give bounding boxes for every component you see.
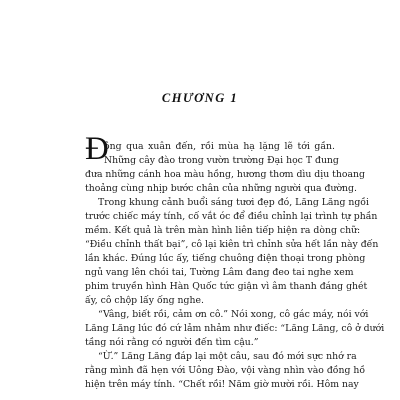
chapter-title: CHƯƠNG 1 (161, 91, 239, 105)
text-line: tầng nói rằng có người đến tìm cậu.” (85, 337, 259, 348)
text-line: thoảng cùng nhịp bước chân của những người qua đường. (85, 183, 357, 194)
text-line: Trong khung cảnh buổi sáng tươi đẹp đó, Lăng Lăng ngồi (98, 197, 369, 208)
text-line: ấy, cô chộp lấy ống nghe. (85, 295, 204, 306)
text-line: ông qua xuân đến, rồi mùa hạ lặng lẽ tới gần. (104, 141, 335, 152)
text-line: Lăng Lăng lúc đó cứ lảm nhảm như điếc: “Lăng Lăng, cô ở dưới (85, 323, 385, 334)
text-line: ngủ vang lên chói tai, Tường Lâm đang đeo tai nghe xem (85, 267, 354, 278)
text-line: “Ừ.” Lăng Lăng đáp lại một câu, sau đó mới sực nhớ ra (98, 351, 357, 362)
body-text (85, 140, 385, 392)
text-line: mềm. Kết quả là trên màn hình liên tiếp hiện ra dòng chữ: (85, 225, 361, 236)
text-line: Những cây đào trong vườn trường Đại học T đung (104, 155, 339, 166)
text-line: rằng mình đã hẹn với Uông Đào, vội vàng nhìn vào đồng hồ (85, 365, 366, 376)
text-line: hiện trên máy tính. “Chết rồi! Năm giờ mười rồi. Hôm nay (85, 379, 359, 390)
drop-cap: Đ (85, 131, 109, 167)
text-line: “Vâng, biết rồi, cảm ơn cô.” Nói xong, cô gác máy, nói với (98, 309, 369, 320)
text-line: trước chiếc máy tính, cố vắt óc để điều chỉnh lại trình tự phần (85, 211, 378, 222)
text-line: “Điều chỉnh thất bại”, cô lại kiên trì chỉnh sửa hết lần này đến (85, 239, 379, 250)
text-line: phim truyền hình Hàn Quốc tức giận vì âm thanh đáng ghét (85, 281, 368, 292)
text-line: lần khác. Đúng lúc ấy, tiếng chuông điện thoại trong phòng (85, 253, 366, 264)
text-line: đưa những cánh hoa màu hồng, hương thơm dìu dịu thoang (85, 169, 365, 180)
